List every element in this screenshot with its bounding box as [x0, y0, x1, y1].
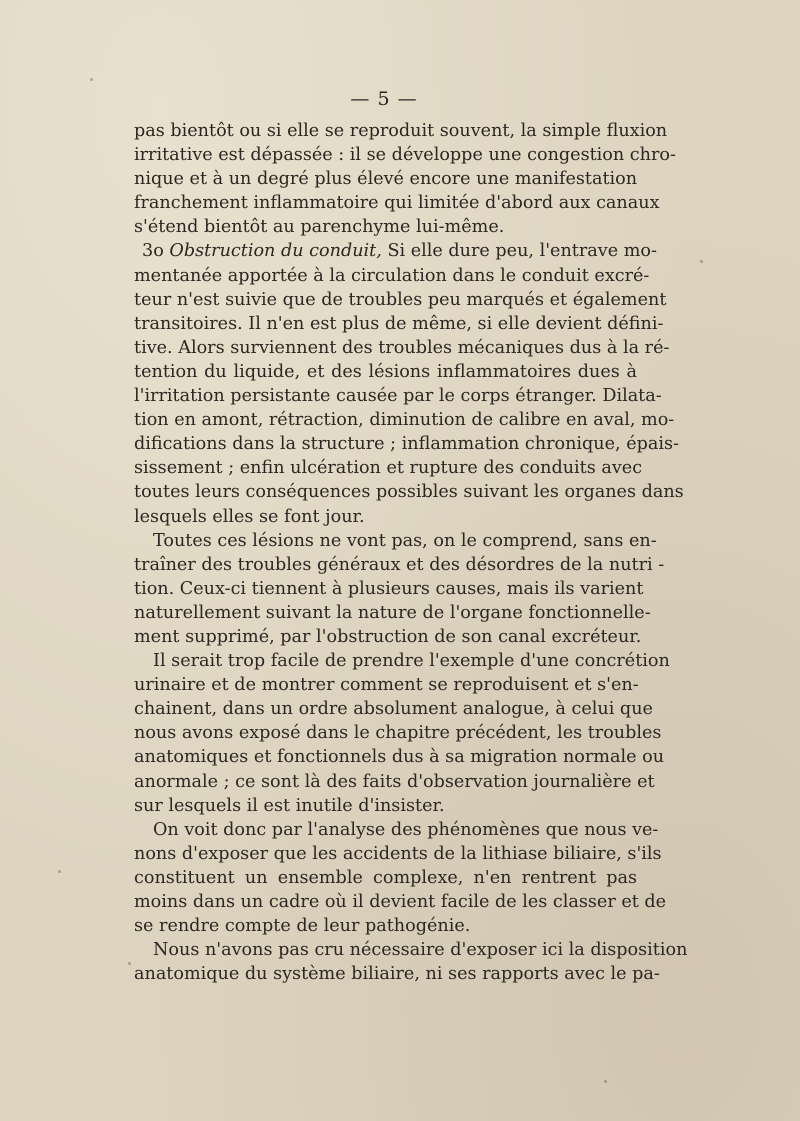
text-line: difications dans la structure ; inflammation chronique, épais-: [134, 434, 680, 455]
text-line: toutes leurs conséquences possibles suivant les organes dans: [134, 482, 684, 503]
text-line: pas bientôt ou si elle se reproduit souvent, la simple fluxion: [134, 121, 668, 141]
text-line: tion. Ceux-ci tiennent à plusieurs causes, mais ils varient: [134, 578, 644, 599]
text-line: moins dans un cadre où il devient facile de les classer et de: [134, 892, 667, 912]
text-line: franchement inflammatoire qui limitée d'abord aux canaux: [134, 193, 660, 214]
text-line: sissement ; enfin ulcération et rupture des conduits avec: [134, 458, 643, 479]
text-line: urinaire et de montrer comment se reproduisent et s'en-: [134, 675, 639, 696]
text-line: mentanée apportée à la circulation dans le conduit excré-: [134, 265, 650, 286]
text-line: naturellement suivant la nature de l'organe fonctionnelle-: [134, 602, 651, 623]
paper-speck: [90, 78, 93, 81]
text-line: anatomique du système biliaire, ni ses rapports avec le pa-: [134, 964, 660, 985]
text-line: tive. Alors surviennent des troubles mécaniques dus à la ré-: [134, 337, 670, 358]
paper-speck: [604, 1080, 607, 1083]
text-line: transitoires. Il n'en est plus de même, si elle devient défini-: [134, 313, 664, 334]
section-heading: Obstruction du conduit,: [169, 241, 382, 262]
page-number: — 5 —: [350, 88, 418, 110]
paper-speck: [58, 870, 61, 873]
text-line: traîner des troubles généraux et des désordres de la nutri -: [134, 554, 665, 575]
text-line: se rendre compte de leur pathogénie.: [134, 916, 471, 937]
text-line: Nous n'avons pas cru nécessaire d'exposer ici la disposition: [153, 940, 688, 961]
section-number: 3o: [142, 241, 164, 262]
text-line: anormale ; ce sont là des faits d'observation journalière et: [134, 771, 655, 792]
text-line: s'étend bientôt au parenchyme lui-même.: [134, 217, 505, 238]
text-line: Il serait trop facile de prendre l'exemple d'une concrétion: [153, 651, 670, 672]
text-line: anatomiques et fonctionnels dus à sa migration normale ou: [134, 747, 665, 768]
text-line: irritative est dépassée : il se développe une congestion chro-: [134, 145, 676, 166]
text-line: On voit donc par l'analyse des phénomènes que nous ve-: [153, 819, 659, 840]
body-text: [134, 119, 688, 986]
text-line: lesquels elles se font jour.: [134, 506, 365, 527]
text-line: constituent un ensemble complexe, n'en rentrent pas: [134, 867, 637, 888]
text-line: tion en amont, rétraction, diminution de calibre en aval, mo-: [134, 410, 675, 431]
text-line: nique et à un degré plus élevé encore une manifestation: [134, 169, 638, 190]
text-line: sur lesquels il est inutile d'insister.: [134, 795, 445, 816]
paragraph-lead-line: [134, 239, 657, 263]
paper-speck: [128, 962, 131, 965]
text-line: l'irritation persistante causée par le corps étranger. Dilata-: [134, 386, 662, 407]
text-line: chainent, dans un ordre absolument analogue, à celui que: [134, 699, 653, 720]
text-line: tention du liquide, et des lésions inflammatoires dues à: [134, 361, 637, 382]
text-line: Toutes ces lésions ne vont pas, on le comprend, sans en-: [153, 530, 657, 551]
text-line: nons d'exposer que les accidents de la lithiase biliaire, s'ils: [134, 843, 662, 864]
text-line: ment supprimé, par l'obstruction de son canal excréteur.: [134, 626, 642, 647]
text-fragment: Si elle dure peu, l'entrave mo-: [387, 241, 657, 262]
text-line: teur n'est suivie que de troubles peu marqués et également: [134, 289, 667, 310]
text-line: nous avons exposé dans le chapitre précédent, les troubles: [134, 723, 662, 744]
paper-speck: [700, 260, 703, 263]
